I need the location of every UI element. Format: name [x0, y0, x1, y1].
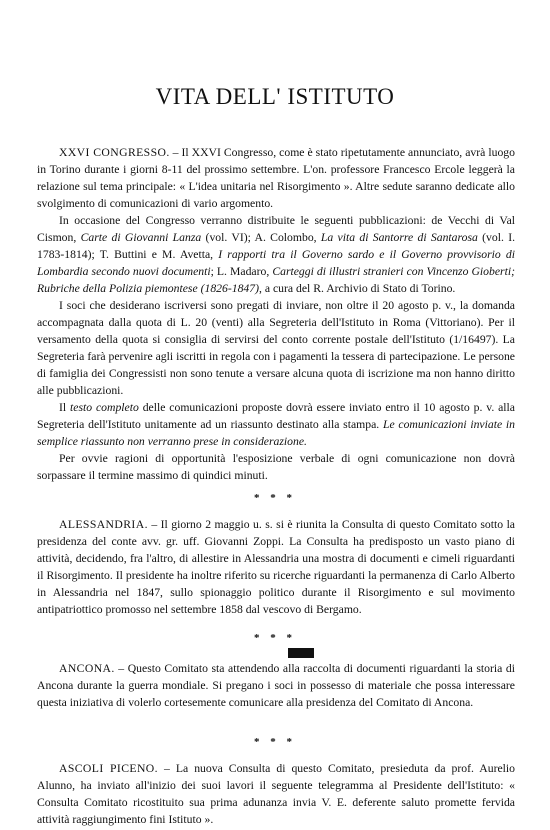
congress-paragraph-3: I soci che desiderano iscriversi sono pregati di inviare, non oltre il 20 agosto p. v., la domanda accompagnata dalla quota di L. 20 (venti) alla Segreteria dell'Istituto in Roma (Vittoriano). Per il versamento della quota si consiglia di servirsi del conto corrente postale dell'Istituto (1/16497). La Segreteria farà pervenire agli iscritti in regola con i pagamenti la tessera di partecipazione. Le persone di famiglia dei Congressisti non sono tenute a versare alcuna quota di iscrizione ma non hanno diritto alle pubblicazioni. — [37, 299, 515, 397]
congress-text-1: – Il XXVI Congresso, come è stato ripetutamente annunciato, avrà luogo in Torino durante i giorni 8-11 del prossimo settembre. L'on. professore Francesco Ercole leggerà la relazione sul tema principale: « L'idea unitaria nel Risorgimento ». Altre sedute saranno dedicate allo svolgimento di comunicazioni di vario argomento. — [37, 146, 515, 210]
ancona-text: – Questo Comitato sta attendendo alla raccolta di documenti riguardanti la storia di Ancona durante la guerra mondiale. Si pregano i soci in possesso di materiale che possa interessare questa iniziativa di volerlo cortesemente comunicare alla presidenza del Comitato di Ancona. — [37, 662, 515, 709]
alessandria-section — [37, 516, 515, 618]
congress-text-2a: In occasione del Congresso verranno distribuite le seguenti pubblicazioni: de Vecchi di Val Cismon, — [37, 214, 515, 244]
congress-text-2b: Carte di Giovanni Lanza — [80, 231, 202, 244]
section-separator: * * * — [254, 736, 296, 748]
congress-heading: XXVI CONGRESSO. — [59, 146, 170, 159]
congress-text-4d: Le comunicazioni inviate in semplice riassunto non verranno prese in considerazione. — [37, 418, 515, 448]
congress-text-2f: I rapporti tra il Governo sardo e il Governo provvisorio di Lombardia secondo nuovi documenti — [37, 248, 515, 278]
congress-text-2i: , a cura del R. Archivio di Stato di Torino. — [259, 282, 456, 295]
congress-paragraph-5: Per ovvie ragioni di opportunità l'esposizione verbale di ogni comunicazione non dovrà sorpassare il termine massimo di quindici minuti. — [37, 452, 515, 482]
congress-text-4c: delle comunicazioni proposte dovrà essere inviato entro il 10 agosto p. v. alla Segreteria dell'Istituto unitamente ad un riassunto destinato alla stampa. — [37, 401, 515, 431]
congress-paragraph-1 — [37, 144, 515, 212]
congress-text-4b: testo completo — [70, 401, 139, 414]
ascoli-text: – La nuova Consulta di questo Comitato, presieduta da prof. Aurelio Alunno, ha inviato all'inizio dei suoi lavori il seguente telegramma al Presidente dell'Istituto: « Consulta Comitato ricostituito sua prima adunanza invia V. E. deferente saluto promette fervida attività raggiungimento fini Istituto ». — [37, 762, 515, 826]
ascoli-heading: ASCOLI PICENO. — [59, 762, 158, 775]
congress-text-2h: Carteggi di illustri stranieri con Vincenzo Gioberti; Rubriche della Polizia piemontese (1826-1847) — [37, 265, 515, 295]
congress-section — [37, 144, 515, 484]
alessandria-paragraph — [37, 516, 515, 618]
ancona-paragraph — [37, 660, 515, 711]
ancona-heading: ANCONA. — [59, 662, 115, 675]
section-separator: * * * — [254, 632, 296, 644]
congress-text-2e: (vol. I. 1783-1814); T. Buttini e M. Avetta, — [37, 231, 516, 261]
page-title: VITA DELL' ISTITUTO — [155, 84, 395, 109]
congress-paragraph-2 — [37, 212, 515, 297]
congress-text-2g: ; L. Madaro, — [210, 265, 273, 278]
congress-paragraph-4 — [37, 399, 515, 450]
alessandria-heading: ALESSANDRIA. — [59, 518, 148, 531]
congress-text-4a: Il — [59, 401, 71, 414]
ancona-section — [37, 660, 515, 711]
section-separator: * * * — [254, 492, 296, 504]
ascoli-section — [37, 760, 515, 828]
ascoli-paragraph — [37, 760, 515, 828]
congress-text-2c: (vol. VI); A. Colombo, — [201, 231, 321, 244]
congress-text-2d: La vita di Santorre di Santarosa — [320, 231, 478, 244]
alessandria-text: – Il giorno 2 maggio u. s. si è riunita la Consulta di questo Comitato sotto la presidenza del conte avv. gr. uff. Giovanni Zoppi. La Consulta ha predisposto un vasto piano di attività, decidendo, fra l'altro, di allestire in Alessandria una mostra di documenti e cimeli riguardanti il Risorgimento. Il presidente ha inoltre riferito su ricerche riguardanti la permanenza di Carlo Alberto in Alessandria nel 1847, sullo spionaggio politico durante il Risorgimento e sul movimento antipatriottico promosso nel settembre 1858 dal vescovo di Bergamo. — [37, 518, 515, 616]
ink-mark — [288, 648, 314, 658]
